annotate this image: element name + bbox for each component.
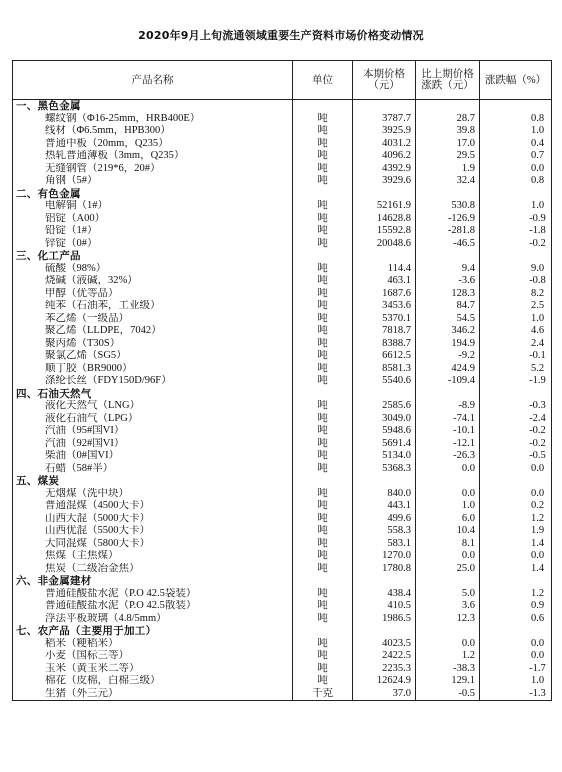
table-row	[13, 263, 552, 276]
table-row	[13, 313, 552, 326]
product-name: 聚丙烯（T30S）	[13, 338, 293, 351]
pct-cell: -0.2	[480, 438, 552, 451]
product-name: 大同混煤（5800大卡）	[13, 538, 293, 551]
change-cell: 0.0	[416, 638, 480, 651]
change-cell: -9.2	[416, 350, 480, 363]
pct-cell: 0.0	[480, 650, 552, 663]
change-cell: 39.8	[416, 125, 480, 138]
price-cell	[353, 625, 416, 638]
table-row	[13, 200, 552, 213]
table-row	[13, 225, 552, 238]
table-row	[13, 363, 552, 376]
product-name: 浮法平板玻璃（4.8/5mm）	[13, 613, 293, 626]
unit-cell: 吨	[293, 650, 353, 663]
price-cell: 114.4	[353, 263, 416, 276]
price-cell: 3787.7	[353, 113, 416, 126]
price-cell: 37.0	[353, 688, 416, 701]
pct-cell: 1.4	[480, 538, 552, 551]
price-cell: 5134.0	[353, 450, 416, 463]
table-row	[13, 438, 552, 451]
product-name: 稻米（粳稻米）	[13, 638, 293, 651]
category-name: 二、有色金属	[13, 188, 293, 201]
change-cell	[416, 388, 480, 401]
pct-cell: -2.4	[480, 413, 552, 426]
table-row	[13, 488, 552, 501]
unit-cell	[293, 475, 353, 488]
unit-cell: 吨	[293, 675, 353, 688]
change-cell: 8.1	[416, 538, 480, 551]
price-cell: 438.4	[353, 588, 416, 601]
product-name: 甲醇（优等品）	[13, 288, 293, 301]
price-cell: 3929.6	[353, 175, 416, 188]
product-name: 石蜡（58#半）	[13, 463, 293, 476]
change-cell: 28.7	[416, 113, 480, 126]
product-name: 焦煤（主焦煤）	[13, 550, 293, 563]
category-name: 五、煤炭	[13, 475, 293, 488]
unit-cell: 吨	[293, 163, 353, 176]
table-row	[13, 675, 552, 688]
pct-cell: -1.9	[480, 375, 552, 388]
col-header-price-label: 本期价格（元）	[363, 69, 405, 91]
change-cell	[416, 188, 480, 201]
pct-cell: 0.0	[480, 488, 552, 501]
pct-cell	[480, 100, 552, 113]
product-name: 线材（Φ6.5mm，HPB300）	[13, 125, 293, 138]
price-cell: 443.1	[353, 500, 416, 513]
price-cell: 1986.5	[353, 613, 416, 626]
price-cell: 14628.8	[353, 213, 416, 226]
change-cell: 346.2	[416, 325, 480, 338]
price-cell	[353, 475, 416, 488]
price-cell: 583.1	[353, 538, 416, 551]
pct-cell: 1.0	[480, 200, 552, 213]
change-cell: 0.0	[416, 463, 480, 476]
unit-cell: 吨	[293, 550, 353, 563]
price-cell: 5691.4	[353, 438, 416, 451]
product-name: 铝锭（A00）	[13, 213, 293, 226]
unit-cell: 吨	[293, 375, 353, 388]
table-row	[13, 500, 552, 513]
change-cell: 530.8	[416, 200, 480, 213]
table-row	[13, 450, 552, 463]
product-name: 小麦（国标三等）	[13, 650, 293, 663]
unit-cell: 吨	[293, 200, 353, 213]
unit-cell: 吨	[293, 413, 353, 426]
table-row	[13, 375, 552, 388]
unit-cell: 吨	[293, 563, 353, 576]
unit-cell: 吨	[293, 438, 353, 451]
col-header-change	[416, 61, 480, 100]
unit-cell: 吨	[293, 600, 353, 613]
change-cell: 32.4	[416, 175, 480, 188]
product-name: 无烟煤（洗中块）	[13, 488, 293, 501]
table-row	[13, 588, 552, 601]
change-cell: 84.7	[416, 300, 480, 313]
pct-cell: 0.2	[480, 500, 552, 513]
price-cell	[353, 388, 416, 401]
change-cell: -109.4	[416, 375, 480, 388]
unit-cell: 吨	[293, 513, 353, 526]
page-title: 2020年9月上旬流通领域重要生产资料市场价格变动情况	[138, 29, 424, 42]
pct-cell: 0.8	[480, 175, 552, 188]
product-name: 玉米（黄玉米二等）	[13, 663, 293, 676]
price-cell: 1270.0	[353, 550, 416, 563]
table-row	[13, 413, 552, 426]
change-cell: 129.1	[416, 675, 480, 688]
unit-cell: 吨	[293, 150, 353, 163]
category-name: 七、农产品（主要用于加工）	[13, 625, 293, 638]
pct-cell: -0.3	[480, 400, 552, 413]
category-row	[13, 188, 552, 201]
table-row	[13, 650, 552, 663]
table-row	[13, 663, 552, 676]
price-cell: 52161.9	[353, 200, 416, 213]
unit-cell: 吨	[293, 325, 353, 338]
pct-cell: 0.6	[480, 613, 552, 626]
category-name: 一、黑色金属	[13, 100, 293, 113]
table-row	[13, 688, 552, 701]
change-cell	[416, 625, 480, 638]
product-name: 汽油（92#国VI）	[13, 438, 293, 451]
table-row	[13, 113, 552, 126]
unit-cell: 吨	[293, 338, 353, 351]
product-name: 山西大混（5000大卡）	[13, 513, 293, 526]
change-cell	[416, 575, 480, 588]
pct-cell: 0.0	[480, 163, 552, 176]
unit-cell	[293, 388, 353, 401]
unit-cell: 吨	[293, 313, 353, 326]
unit-cell: 吨	[293, 213, 353, 226]
category-row	[13, 100, 552, 113]
pct-cell: 2.4	[480, 338, 552, 351]
unit-cell: 吨	[293, 300, 353, 313]
change-cell: 6.0	[416, 513, 480, 526]
price-cell	[353, 575, 416, 588]
table-row	[13, 275, 552, 288]
change-cell: 9.4	[416, 263, 480, 276]
category-name: 三、化工产品	[13, 250, 293, 263]
unit-cell: 吨	[293, 275, 353, 288]
change-cell: 0.0	[416, 488, 480, 501]
price-table	[12, 60, 552, 701]
unit-cell	[293, 575, 353, 588]
table-body	[13, 100, 552, 701]
change-cell: -8.9	[416, 400, 480, 413]
change-cell: -74.1	[416, 413, 480, 426]
pct-cell: -0.5	[480, 450, 552, 463]
price-cell	[353, 250, 416, 263]
product-name: 纯苯（石油苯，工业级）	[13, 300, 293, 313]
pct-cell	[480, 388, 552, 401]
product-name: 液化石油气（LPG）	[13, 413, 293, 426]
unit-cell	[293, 100, 353, 113]
product-name: 焦炭（二级冶金焦）	[13, 563, 293, 576]
change-cell: -3.6	[416, 275, 480, 288]
pct-cell: 1.0	[480, 675, 552, 688]
category-row	[13, 625, 552, 638]
unit-cell: 千克	[293, 688, 353, 701]
change-cell: -0.5	[416, 688, 480, 701]
unit-cell: 吨	[293, 238, 353, 251]
table-row	[13, 213, 552, 226]
unit-cell: 吨	[293, 638, 353, 651]
table-row	[13, 550, 552, 563]
table-row	[13, 425, 552, 438]
price-cell: 2422.5	[353, 650, 416, 663]
change-cell: 1.0	[416, 500, 480, 513]
price-cell: 5540.6	[353, 375, 416, 388]
pct-cell: -0.8	[480, 275, 552, 288]
change-cell: 194.9	[416, 338, 480, 351]
pct-cell	[480, 250, 552, 263]
table-row	[13, 325, 552, 338]
product-name: 热轧普通薄板（3mm，Q235）	[13, 150, 293, 163]
table-row	[13, 238, 552, 251]
price-cell: 1780.8	[353, 563, 416, 576]
table-row	[13, 463, 552, 476]
pct-cell: 9.0	[480, 263, 552, 276]
col-header-change-label: 比上期价格涨跌（元）	[421, 69, 474, 91]
change-cell: -126.9	[416, 213, 480, 226]
category-name: 六、非金属建材	[13, 575, 293, 588]
price-cell: 5368.3	[353, 463, 416, 476]
unit-cell: 吨	[293, 363, 353, 376]
col-header-unit: 单位	[293, 61, 353, 100]
product-name: 硫酸（98%）	[13, 263, 293, 276]
unit-cell: 吨	[293, 175, 353, 188]
change-cell: 54.5	[416, 313, 480, 326]
price-cell: 3049.0	[353, 413, 416, 426]
change-cell: -281.8	[416, 225, 480, 238]
unit-cell: 吨	[293, 225, 353, 238]
unit-cell: 吨	[293, 263, 353, 276]
price-cell: 15592.8	[353, 225, 416, 238]
change-cell	[416, 475, 480, 488]
pct-cell	[480, 575, 552, 588]
price-cell	[353, 100, 416, 113]
pct-cell: -1.3	[480, 688, 552, 701]
price-cell: 4031.2	[353, 138, 416, 151]
pct-cell: 1.2	[480, 588, 552, 601]
unit-cell: 吨	[293, 613, 353, 626]
table-row	[13, 613, 552, 626]
price-cell: 12624.9	[353, 675, 416, 688]
unit-cell	[293, 625, 353, 638]
table-row	[13, 288, 552, 301]
price-cell: 4023.5	[353, 638, 416, 651]
table-row	[13, 150, 552, 163]
pct-cell: 2.5	[480, 300, 552, 313]
change-cell: 12.3	[416, 613, 480, 626]
table-row	[13, 638, 552, 651]
unit-cell: 吨	[293, 488, 353, 501]
col-header-name: 产品名称	[13, 61, 293, 100]
pct-cell: 0.7	[480, 150, 552, 163]
product-name: 普通混煤（4500大卡）	[13, 500, 293, 513]
pct-cell	[480, 475, 552, 488]
pct-cell: 0.8	[480, 113, 552, 126]
change-cell	[416, 250, 480, 263]
unit-cell: 吨	[293, 663, 353, 676]
unit-cell: 吨	[293, 138, 353, 151]
pct-cell: -1.7	[480, 663, 552, 676]
unit-cell: 吨	[293, 463, 353, 476]
product-name: 普通硅酸盐水泥（P.O 42.5袋装）	[13, 588, 293, 601]
pct-cell: -0.9	[480, 213, 552, 226]
category-name: 四、石油天然气	[13, 388, 293, 401]
table-row	[13, 563, 552, 576]
product-name: 液化天然气（LNG）	[13, 400, 293, 413]
product-name: 无缝钢管（219*6，20#）	[13, 163, 293, 176]
price-cell: 2235.3	[353, 663, 416, 676]
table-row	[13, 138, 552, 151]
col-header-price	[353, 61, 416, 100]
category-row	[13, 250, 552, 263]
price-cell: 463.1	[353, 275, 416, 288]
unit-cell: 吨	[293, 400, 353, 413]
price-cell: 8388.7	[353, 338, 416, 351]
change-cell: -10.1	[416, 425, 480, 438]
pct-cell: 0.0	[480, 463, 552, 476]
product-name: 涤纶长丝（FDY150D/96F）	[13, 375, 293, 388]
unit-cell: 吨	[293, 588, 353, 601]
price-cell: 410.5	[353, 600, 416, 613]
change-cell: -46.5	[416, 238, 480, 251]
pct-cell: 0.0	[480, 638, 552, 651]
product-name: 聚氯乙烯（SG5）	[13, 350, 293, 363]
category-row	[13, 575, 552, 588]
pct-cell: 0.9	[480, 600, 552, 613]
product-name: 棉花（皮棉，白棉三级）	[13, 675, 293, 688]
unit-cell: 吨	[293, 125, 353, 138]
price-cell: 8581.3	[353, 363, 416, 376]
change-cell: 10.4	[416, 525, 480, 538]
price-cell: 5370.1	[353, 313, 416, 326]
category-row	[13, 388, 552, 401]
change-cell: -38.3	[416, 663, 480, 676]
product-name: 锌锭（0#）	[13, 238, 293, 251]
unit-cell: 吨	[293, 288, 353, 301]
change-cell: 29.5	[416, 150, 480, 163]
price-cell: 5948.6	[353, 425, 416, 438]
table-row	[13, 338, 552, 351]
price-cell: 4392.9	[353, 163, 416, 176]
price-cell: 558.3	[353, 525, 416, 538]
pct-cell: 1.4	[480, 563, 552, 576]
pct-cell: 0.0	[480, 550, 552, 563]
change-cell: -26.3	[416, 450, 480, 463]
table-row	[13, 175, 552, 188]
pct-cell: -0.2	[480, 238, 552, 251]
pct-cell: -0.2	[480, 425, 552, 438]
unit-cell: 吨	[293, 350, 353, 363]
product-name: 普通中板（20mm，Q235）	[13, 138, 293, 151]
price-cell: 4096.2	[353, 150, 416, 163]
pct-cell: -0.1	[480, 350, 552, 363]
product-name: 山西优混（5500大卡）	[13, 525, 293, 538]
change-cell: 1.9	[416, 163, 480, 176]
table-row	[13, 125, 552, 138]
col-header-pct: 涨跌幅（%）	[480, 61, 552, 100]
unit-cell: 吨	[293, 500, 353, 513]
change-cell: -12.1	[416, 438, 480, 451]
price-cell: 3925.9	[353, 125, 416, 138]
change-cell: 3.6	[416, 600, 480, 613]
price-cell: 6612.5	[353, 350, 416, 363]
product-name: 生猪（外三元）	[13, 688, 293, 701]
product-name: 烧碱（液碱，32%）	[13, 275, 293, 288]
table-row	[13, 600, 552, 613]
change-cell: 17.0	[416, 138, 480, 151]
change-cell: 424.9	[416, 363, 480, 376]
category-row	[13, 475, 552, 488]
product-name: 角钢（5#）	[13, 175, 293, 188]
table-row	[13, 525, 552, 538]
pct-cell: 1.0	[480, 125, 552, 138]
product-name: 柴油（0#国VI）	[13, 450, 293, 463]
unit-cell: 吨	[293, 425, 353, 438]
product-name: 聚乙烯（LLDPE，7042）	[13, 325, 293, 338]
table-header-row	[13, 61, 552, 100]
price-cell	[353, 188, 416, 201]
pct-cell: 1.0	[480, 313, 552, 326]
product-name: 铅锭（1#）	[13, 225, 293, 238]
product-name: 顺丁胶（BR9000）	[13, 363, 293, 376]
pct-cell: 1.9	[480, 525, 552, 538]
change-cell: 25.0	[416, 563, 480, 576]
change-cell: 128.3	[416, 288, 480, 301]
price-cell: 7818.7	[353, 325, 416, 338]
table-row	[13, 400, 552, 413]
change-cell: 1.2	[416, 650, 480, 663]
unit-cell: 吨	[293, 113, 353, 126]
pct-cell: 4.6	[480, 325, 552, 338]
pct-cell: 8.2	[480, 288, 552, 301]
unit-cell	[293, 250, 353, 263]
table-row	[13, 300, 552, 313]
pct-cell: 1.2	[480, 513, 552, 526]
price-cell: 3453.6	[353, 300, 416, 313]
product-name: 螺纹钢（Φ16-25mm，HRB400E）	[13, 113, 293, 126]
pct-cell: 0.4	[480, 138, 552, 151]
table-row	[13, 513, 552, 526]
unit-cell	[293, 188, 353, 201]
unit-cell: 吨	[293, 525, 353, 538]
price-cell: 2585.6	[353, 400, 416, 413]
unit-cell: 吨	[293, 450, 353, 463]
pct-cell: -1.8	[480, 225, 552, 238]
product-name: 电解铜（1#）	[13, 200, 293, 213]
table-row	[13, 163, 552, 176]
product-name: 汽油（95#国VI）	[13, 425, 293, 438]
price-cell: 499.6	[353, 513, 416, 526]
price-cell: 1687.6	[353, 288, 416, 301]
change-cell: 0.0	[416, 550, 480, 563]
price-cell: 20048.6	[353, 238, 416, 251]
product-name: 普通硅酸盐水泥（P.O 42.5散装）	[13, 600, 293, 613]
table-row	[13, 538, 552, 551]
pct-cell	[480, 625, 552, 638]
change-cell	[416, 100, 480, 113]
pct-cell	[480, 188, 552, 201]
product-name: 苯乙烯（一级品）	[13, 313, 293, 326]
change-cell: 5.0	[416, 588, 480, 601]
table-row	[13, 350, 552, 363]
unit-cell: 吨	[293, 538, 353, 551]
price-cell: 840.0	[353, 488, 416, 501]
pct-cell: 5.2	[480, 363, 552, 376]
